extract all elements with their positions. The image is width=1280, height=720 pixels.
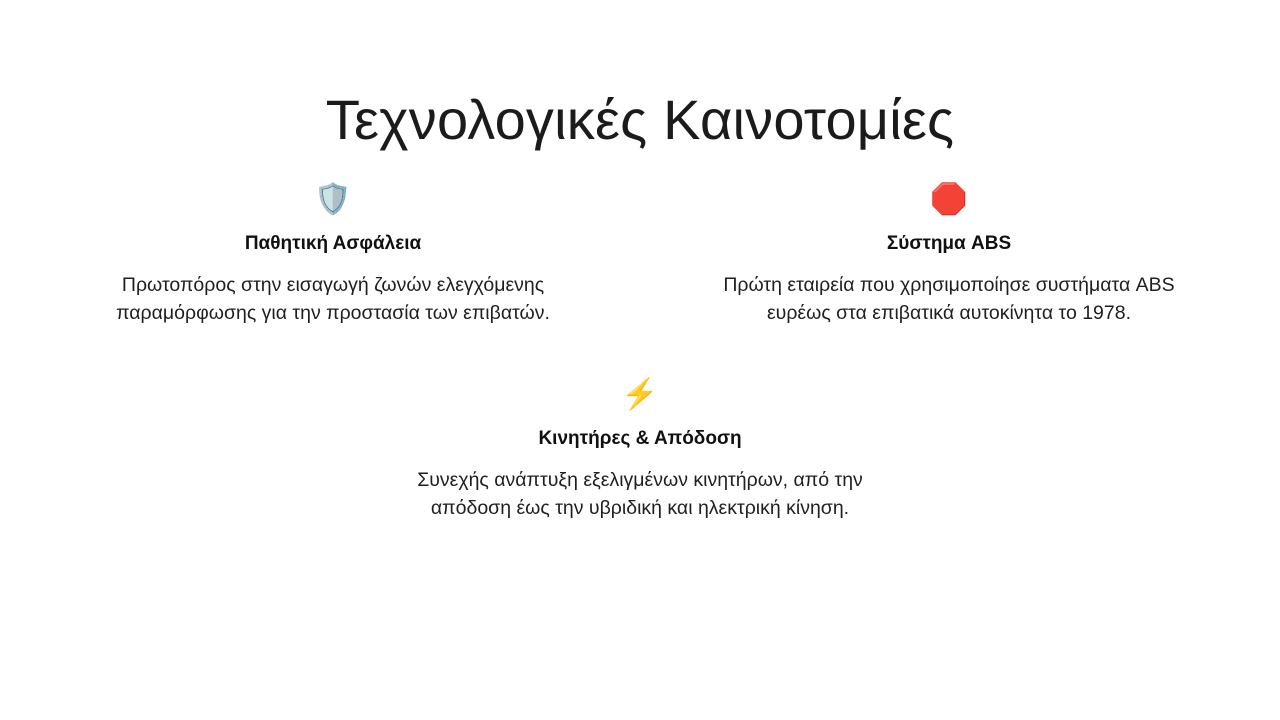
feature-card-abs-system bbox=[704, 180, 1194, 327]
octagon-stop-icon: 🛑 bbox=[930, 183, 968, 216]
card-row-bottom bbox=[0, 327, 1280, 522]
feature-card-title: Παθητική Ασφάλεια bbox=[244, 233, 422, 254]
feature-card-body: Πρωτοπόρος στην εισαγωγή ζωνών ελεγχόμενης παραμόρφωσης για την προστασία των επιβατών. bbox=[116, 273, 550, 324]
feature-card-body: Συνεχής ανάπτυξη εξελιγμένων κινητήρων, από την απόδοση έως την υβριδική και ηλεκτρική κίνηση. bbox=[417, 468, 863, 520]
page-title: Τεχνολογικές Καινοτομίες bbox=[325, 87, 955, 151]
lightning-bolt-icon: ⚡ bbox=[621, 378, 659, 412]
feature-cards bbox=[0, 180, 1280, 522]
feature-card-engines-performance bbox=[395, 375, 885, 522]
card-row-top bbox=[0, 180, 1280, 327]
feature-card-title: Κινητήρες & Απόδοση bbox=[538, 428, 742, 450]
feature-card-passive-safety bbox=[88, 180, 578, 327]
feature-card-title: Σύστημα ABS bbox=[886, 233, 1012, 254]
feature-card-body: Πρώτη εταιρεία που χρησιμοποίησε συστήματα ABS ευρέως στα επιβατικά αυτοκίνητα το 1978. bbox=[723, 273, 1175, 324]
shield-icon: 🛡️ bbox=[314, 183, 352, 216]
